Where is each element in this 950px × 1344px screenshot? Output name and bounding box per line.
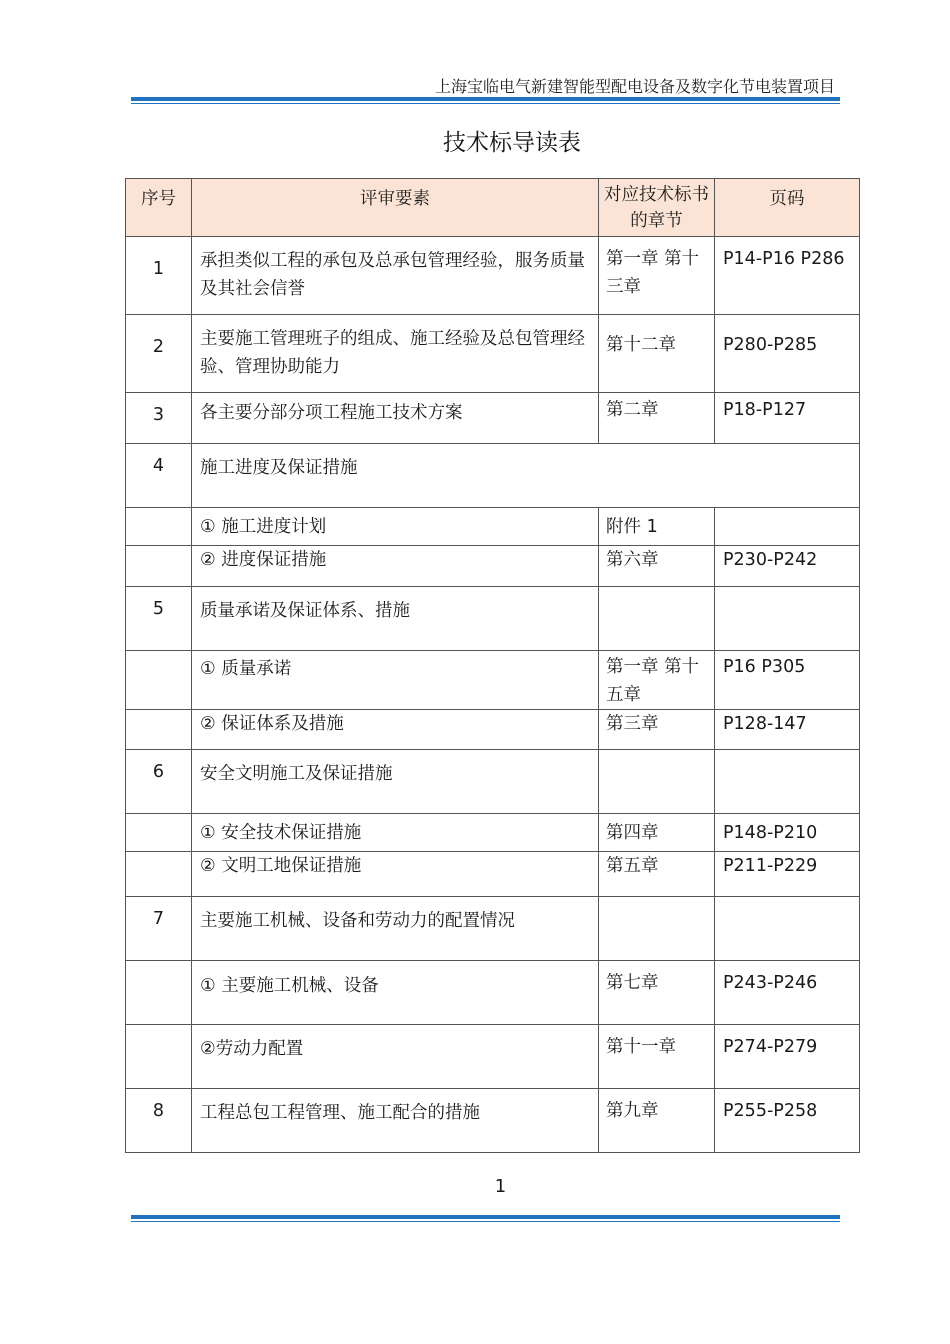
header-no: 序号	[126, 179, 192, 237]
row-item: ②劳动力配置	[192, 1025, 599, 1089]
table-row	[126, 237, 860, 315]
table-row	[126, 710, 860, 750]
row-pages: P274-P279	[715, 1025, 860, 1089]
running-header: 上海宝临电气新建智能型配电设备及数字化节电装置项目	[434, 77, 835, 96]
row-chapter	[599, 897, 715, 961]
row-no	[126, 814, 192, 852]
row-item: ② 文明工地保证措施	[192, 852, 599, 897]
row-chapter: 第六章	[599, 546, 715, 587]
row-no	[126, 651, 192, 710]
row-pages: P211-P229	[715, 852, 860, 897]
row-no: 7	[126, 897, 192, 961]
header-item: 评审要素	[192, 179, 599, 237]
row-no	[126, 508, 192, 546]
table-row	[126, 651, 860, 710]
row-no	[126, 546, 192, 587]
row-no	[126, 852, 192, 897]
row-chapter	[599, 750, 715, 814]
row-no: 6	[126, 750, 192, 814]
row-no	[126, 710, 192, 750]
table-row	[126, 1089, 860, 1153]
row-chapter: 附件 1	[599, 508, 715, 546]
table-row	[126, 587, 860, 651]
row-chapter: 第七章	[599, 961, 715, 1025]
row-pages: P148-P210	[715, 814, 860, 852]
table-row	[126, 393, 860, 444]
header-rule-thin	[131, 103, 840, 104]
row-pages: P280-P285	[715, 315, 860, 393]
row-chapter: 第四章	[599, 814, 715, 852]
row-chapter: 第一章 第十五章	[599, 651, 715, 710]
row-item: ② 保证体系及措施	[192, 710, 599, 750]
row-pages	[715, 587, 860, 651]
footer-rule-thin	[131, 1221, 840, 1222]
table-row	[126, 852, 860, 897]
header-rule	[131, 97, 840, 101]
row-no: 2	[126, 315, 192, 393]
row-chapter: 第十一章	[599, 1025, 715, 1089]
row-pages: P243-P246	[715, 961, 860, 1025]
table-row	[126, 508, 860, 546]
row-chapter: 第五章	[599, 852, 715, 897]
row-chapter	[599, 587, 715, 651]
row-pages	[715, 508, 860, 546]
header-chapter: 对应技术标书的章节	[599, 179, 715, 237]
document-title: 技术标导读表	[443, 130, 581, 156]
row-item: 安全文明施工及保证措施	[192, 750, 599, 814]
table-row	[126, 1025, 860, 1089]
row-item: ② 进度保证措施	[192, 546, 599, 587]
row-item: 主要施工管理班子的组成、施工经验及总包管理经验、管理协助能力	[192, 315, 599, 393]
row-no: 5	[126, 587, 192, 651]
row-no: 8	[126, 1089, 192, 1153]
row-no: 3	[126, 393, 192, 444]
row-item: 主要施工机械、设备和劳动力的配置情况	[192, 897, 599, 961]
row-chapter: 第十二章	[599, 315, 715, 393]
page-number: 1	[494, 1176, 507, 1197]
row-item: 质量承诺及保证体系、措施	[192, 587, 599, 651]
row-item: 工程总包工程管理、施工配合的措施	[192, 1089, 599, 1153]
row-chapter: 第一章 第十三章	[599, 237, 715, 315]
row-item: ① 安全技术保证措施	[192, 814, 599, 852]
row-item: ① 主要施工机械、设备	[192, 961, 599, 1025]
row-pages	[715, 897, 860, 961]
row-pages: P230-P242	[715, 546, 860, 587]
row-item: 承担类似工程的承包及总承包管理经验，服务质量及其社会信誉	[192, 237, 599, 315]
footer-rule	[131, 1215, 840, 1219]
row-no	[126, 961, 192, 1025]
table-row	[126, 546, 860, 587]
row-no	[126, 1025, 192, 1089]
row-item: 各主要分部分项工程施工技术方案	[192, 393, 599, 444]
table-row	[126, 750, 860, 814]
table-row	[126, 444, 860, 508]
row-no: 4	[126, 444, 192, 508]
row-pages: P14-P16 P286	[715, 237, 860, 315]
header-pages: 页码	[715, 179, 860, 237]
row-item: ① 施工进度计划	[192, 508, 599, 546]
row-chapter: 第九章	[599, 1089, 715, 1153]
reading-guide-table	[125, 178, 860, 1153]
row-pages	[715, 750, 860, 814]
row-pages: P128-147	[715, 710, 860, 750]
row-pages: P18-P127	[715, 393, 860, 444]
table-row	[126, 961, 860, 1025]
row-chapter: 第三章	[599, 710, 715, 750]
table-row	[126, 315, 860, 393]
row-item: 施工进度及保证措施	[192, 444, 860, 508]
table-row	[126, 897, 860, 961]
row-pages: P16 P305	[715, 651, 860, 710]
table-row	[126, 814, 860, 852]
row-item: ① 质量承诺	[192, 651, 599, 710]
row-no: 1	[126, 237, 192, 315]
row-chapter: 第二章	[599, 393, 715, 444]
row-pages: P255-P258	[715, 1089, 860, 1153]
